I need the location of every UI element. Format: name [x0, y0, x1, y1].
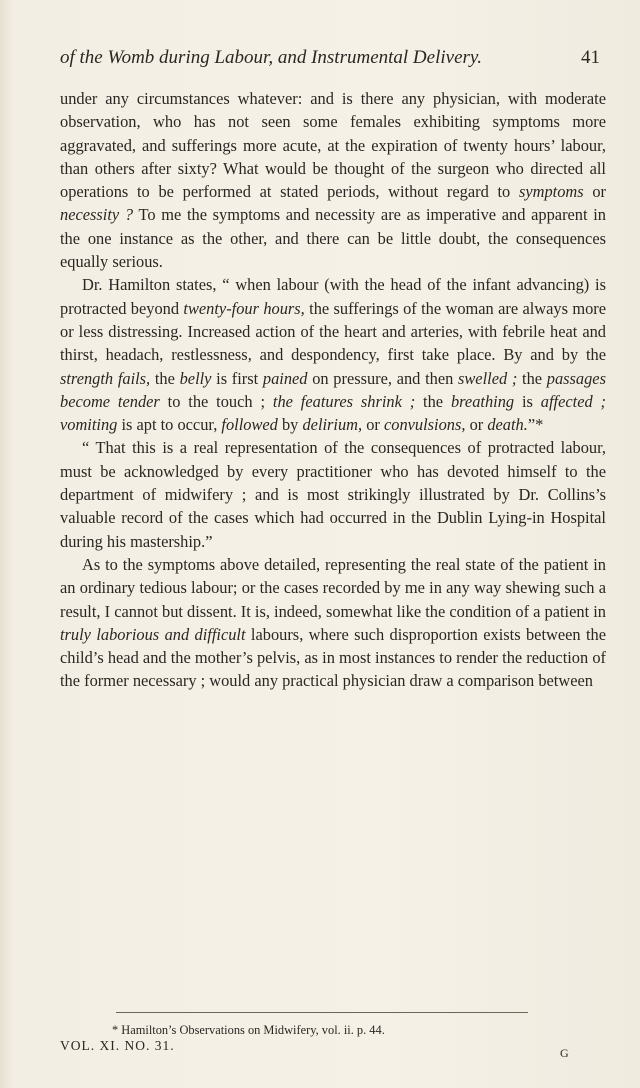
italic-run: pained	[262, 368, 308, 388]
text-run: ”*	[527, 415, 544, 435]
text-run: is	[514, 391, 541, 411]
italic-run: breathing	[450, 391, 515, 411]
italic-run: death.	[487, 415, 528, 435]
text-run: to the touch ;	[159, 391, 273, 411]
italic-run: passages become tender	[60, 368, 606, 411]
text-run: the	[150, 368, 180, 388]
text-run: is first	[211, 368, 263, 388]
italic-run: twenty-four hours,	[183, 298, 305, 318]
italic-run: strength fails,	[60, 368, 151, 388]
text-run: by	[277, 415, 303, 435]
text-run: or	[362, 415, 384, 435]
text-run: labours, where such disproportion exists between the child’s head and the mother’s pelvis, as in most instances to render the reduction of the former necessary ; would any practical physician draw a comparison between	[60, 624, 606, 691]
italic-run: symptoms	[518, 182, 584, 202]
text-run: under any circumstances whatever: and is there any physician, with moderate observation, who has not seen some females exhibiting symptoms more aggravated, and sufferings more acute, at the expiration of twenty hours’ labour, than others after sixty? What would be thought of the surgeon who directed all operations to be performed at stated periods, without regard to	[60, 89, 606, 202]
text-run: on pressure, and then	[307, 368, 458, 388]
footnote-rule	[116, 1012, 528, 1013]
text-run: To me the symptoms and necessity are as imperative and apparent in the one instance as the other, and there can be little doubt, the consequences equally serious.	[60, 205, 606, 272]
text-run: Dr. Hamilton states, “ when labour (with the head of the infant advancing) is protracted beyond	[60, 275, 606, 318]
italic-run: the features shrink ;	[272, 391, 416, 411]
italic-run: truly laborious and difficult	[60, 624, 246, 644]
paragraph-4	[60, 553, 606, 693]
italic-run: belly	[179, 368, 212, 388]
paragraph-3	[60, 436, 606, 552]
text-run: the sufferings of the woman are always more or less distressing. Increased action of the heart and arteries, with febrile heat and thirst, headach, restlessness, and despondency, first take place. By and by the	[60, 298, 607, 365]
running-title: of the Womb during Labour, and Instrumental Delivery.	[60, 47, 483, 68]
text-run: “ That this is a real representation of the consequences of protracted labour, must be acknowledged by every practitioner who has devoted himself to the department of midwifery ; and is most strikingly illustrated by Dr. Collins’s valuable record of the cases which had occurred in the Dublin Lying-in Hospital during his mastership.”	[60, 438, 606, 551]
page-number: 41	[581, 47, 600, 68]
italic-run: delirium,	[302, 415, 363, 435]
running-header	[60, 46, 600, 70]
text-run: is apt to occur,	[117, 415, 222, 435]
italic-run: swelled ;	[458, 368, 518, 388]
italic-run: necessity ?	[60, 205, 134, 225]
footnote: * Hamilton’s Observations on Midwifery, vol. ii. p. 44.	[112, 1023, 385, 1037]
signature-mark: G	[560, 1046, 569, 1060]
paragraph-1	[60, 87, 606, 273]
text-run: or	[583, 182, 606, 202]
paragraph-2	[60, 273, 606, 436]
text-run: As to the symptoms above detailed, representing the real state of the patient in an ordinary tedious labour; or the cases recorded by me in any way shewing such a result, I cannot but dissent. It is, indeed, somewhat like the condition of a patient in	[60, 554, 606, 621]
italic-run: followed	[221, 415, 278, 435]
italic-run: affected ; vomiting	[60, 391, 607, 435]
body-text	[60, 87, 606, 693]
text-run: or	[465, 415, 488, 435]
text-run: the	[517, 368, 547, 388]
italic-run: convulsions,	[383, 415, 466, 435]
text-run: the	[415, 391, 451, 411]
volume-line: VOL. XI. NO. 31.	[60, 1038, 175, 1053]
